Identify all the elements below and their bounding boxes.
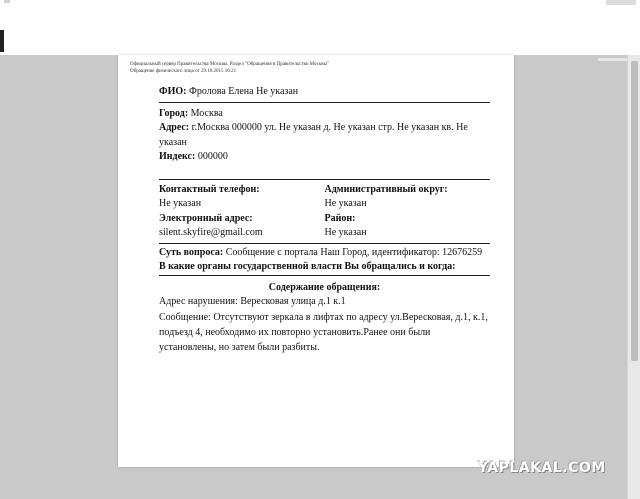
header-line-1: Официальный сервер Правительства Москвы. Раздел "Обращения в Правительство Москвы" [130, 62, 329, 67]
index-label: Индекс: [159, 151, 196, 162]
violation-address: Адрес нарушения: Вересковая улица д.1 к.1 [159, 296, 346, 307]
email-label: Электронный адрес: [159, 212, 253, 224]
address-row [159, 121, 490, 150]
index-value: 000000 [197, 151, 228, 162]
index-row [159, 150, 490, 165]
issue-row [159, 246, 490, 261]
fio-label: ФИО: [159, 86, 187, 97]
email-value: silent.skyfire@gmail.com [159, 227, 263, 238]
issue-value: Сообщение с портала Наш Город, идентификатор: 12676259 [225, 246, 483, 258]
city-row [159, 107, 490, 122]
address-value: г.Москва 000000 ул. Не указан д. Не указан стр. Не указан кв. Не указан [159, 122, 468, 148]
issue-label: Суть вопроса: [159, 246, 224, 258]
appeal-form [159, 85, 490, 355]
district-label: Административный округ: [324, 183, 448, 195]
browser-top-area [0, 0, 640, 55]
content-title-row [159, 281, 490, 296]
organs-row [159, 260, 490, 275]
contacts-right [325, 183, 491, 241]
top-right-mark [606, 0, 636, 5]
vertical-scrollbar[interactable] [627, 55, 640, 499]
watermark-logo: YAPLAKAL.COM [478, 460, 606, 476]
address-label: Адрес: [159, 122, 190, 133]
city-label: Город: [159, 107, 189, 119]
scrollbar-thumb[interactable] [631, 61, 638, 361]
area-label: Район: [324, 212, 356, 224]
page-header [130, 61, 329, 75]
fio-row [159, 85, 490, 100]
contacts-block [159, 183, 490, 241]
area-value: Не указан [324, 227, 367, 238]
content-title: Содержание обращения: [268, 281, 381, 293]
contacts-left [159, 183, 325, 241]
header-line-2: Обращение физического лица от 29.10.2015 16:21 [130, 69, 237, 74]
document-page [118, 55, 514, 467]
city-value: Москва [190, 107, 223, 119]
fio-value: Фролова Елена Не указан [188, 86, 299, 97]
district-value: Не указан [324, 198, 367, 209]
phone-label: Контактный телефон: [159, 183, 260, 195]
window-edge [0, 30, 4, 52]
message-text: Сообщение: Отсутствуют зеркала в лифтах по адресу ул.Вересковая, д.1, к.1, подъезд 4, необходимо их повторно установить.Ранее они были установлены, но затем были разбиты. [159, 311, 488, 353]
top-left-mark [4, 0, 10, 3]
organs-label: В какие органы государственной власти Вы обращались и когда: [159, 261, 456, 272]
phone-value: Не указан [159, 198, 202, 209]
